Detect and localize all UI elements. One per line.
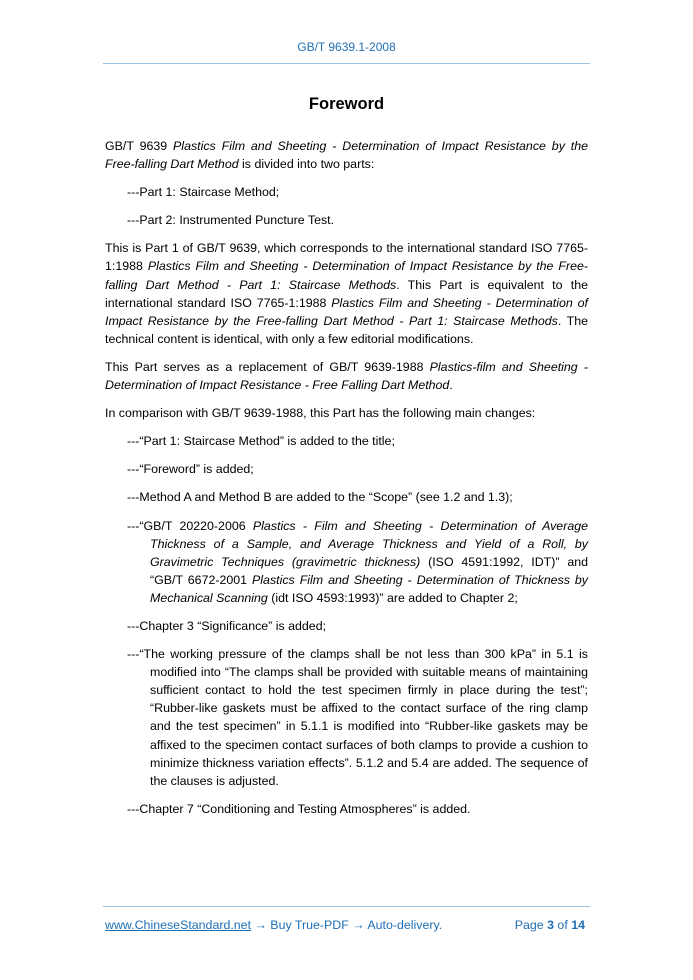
document-body — [105, 137, 588, 828]
change-item: ---Method A and Method B are added to the “Scope” (see 1.2 and 1.3); — [127, 490, 513, 505]
correspondence-paragraph: This is Part 1 of GB/T 9639, which corresponds to the international standard ISO 7765-1:1988 Plastics Film and Sheeting - Determination of Impact Resistance by the Free-falling Dart Method - Part 1: Staircase Methods. This Part is equivalent to the international standard ISO 7765-1:1988 Plastics Film and Sheeting - Determination of Impact Resistance by the Free-falling Dart Method - Part 1: Staircase Methods. The technical content is identical, with only a few editorial modifications. — [105, 241, 589, 346]
change-item: ---Chapter 7 “Conditioning and Testing Atmospheres” is added. — [127, 801, 471, 816]
change-item: ---“The working pressure of the clamps shall be not less than 300 kPa” in 5.1 is modified into “The clamps shall be provided with suitable means of maintaining sufficient contact to hold the test specimen firmly in place during the test”; “Rubber-like gaskets must be affixed to the contact surface of the ring clamp and the test specimen” in 5.1.1 is modified into “Rubber-like gaskets may be affixed to the specimen contact surfaces of both clamps to provide a cushion to minimize thickness variation effects”. 5.1.2 and 5.4 are added. The sequence of the clauses is adjusted. — [127, 647, 588, 788]
replacement-paragraph: This Part serves as a replacement of GB/T 9639-1988 Plastics-film and Sheeting - Determination of Impact Resistance - Free Falling Dart Method. — [105, 359, 588, 393]
part-item: ---Part 1: Staircase Method; — [127, 185, 280, 200]
footer — [105, 918, 588, 932]
page-number: Page 3 of 14 — [514, 918, 585, 932]
change-item: ---“GB/T 20220-2006 Plastics - Film and Sheeting - Determination of Average Thickness of a Sample, and Average Thickness and Yield of a Roll, by Gravimetric Techniques (gravimetric thickness) (ISO 4591:1992, IDT)” and “GB/T 6672-2001 Plastics Film and Sheeting - Determination of Thickness by Mechanical Scanning (idt ISO 4593:1993)” are added to Chapter 2; — [127, 518, 588, 605]
header-doc-id: GB/T 9639.1-2008 — [297, 40, 396, 54]
header-divider — [103, 63, 590, 64]
footer-divider — [103, 906, 590, 907]
website-link[interactable]: www.ChineseStandard.net — [105, 918, 252, 932]
part-item: ---Part 2: Instrumented Puncture Test. — [127, 213, 335, 228]
change-item: ---“Foreword” is added; — [127, 462, 254, 477]
change-item: ---Chapter 3 “Significance” is added; — [127, 618, 327, 633]
change-item: ---“Part 1: Staircase Method” is added to the title; — [127, 434, 395, 449]
intro-paragraph: GB/T 9639 Plastics Film and Sheeting - Determination of Impact Resistance by the Free-falling Dart Method is divided into two parts: — [105, 139, 589, 172]
changes-intro: In comparison with GB/T 9639-1988, this Part has the following main changes: — [105, 406, 536, 421]
page-title: Foreword — [308, 95, 385, 113]
footer-promo: → Buy True-PDF → Auto-delivery. — [251, 918, 443, 932]
